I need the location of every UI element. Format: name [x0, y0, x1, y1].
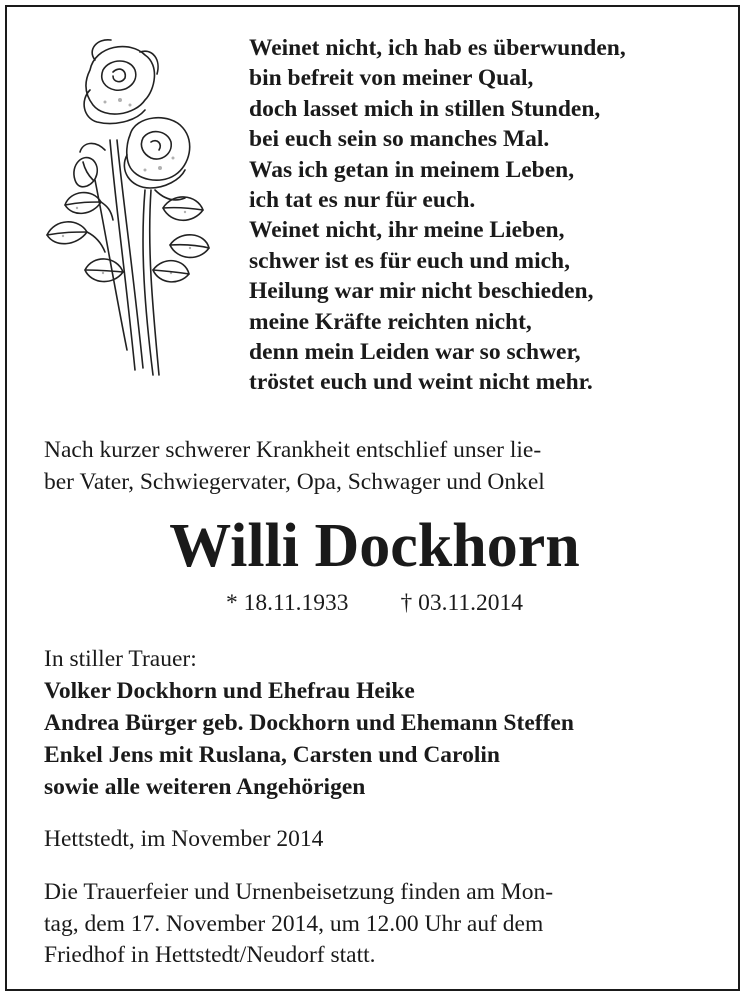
poem: [249, 33, 719, 398]
poem-line: bei euch sein so manches Mal.: [249, 126, 550, 153]
poem-line: Weinet nicht, ihr meine Lieben,: [249, 217, 565, 244]
mourners-heading: In stiller Trauer:: [44, 646, 197, 672]
mourner-name: Volker Dockhorn und Ehefrau Heike: [44, 678, 415, 704]
mourner-name: Enkel Jens mit Ruslana, Carsten und Carolin: [44, 742, 500, 768]
funeral-info: [44, 877, 709, 972]
death-date: † 03.11.2014: [400, 590, 524, 616]
intro-line: ber Vater, Schwiegervater, Opa, Schwager und Onkel: [44, 469, 545, 495]
poem-line: Was ich getan in meinem Leben,: [249, 156, 575, 183]
funeral-line: Friedhof in Hettstedt/Neudorf statt.: [44, 942, 376, 968]
mourners-section: [44, 643, 714, 803]
funeral-line: Die Trauerfeier und Urnenbeisetzung finden am Mon-: [44, 879, 554, 905]
funeral-line: tag, dem 17. November 2014, um 12.00 Uhr auf dem: [44, 910, 544, 937]
intro-line: Nach kurzer schwerer Krankheit entschlief unser lie-: [44, 437, 542, 463]
poem-line: Weinet nicht, ich hab es überwunden,: [249, 35, 626, 61]
rose-illustration-icon: [35, 30, 220, 390]
poem-line: doch lasset mich in stillen Stunden,: [249, 95, 601, 122]
poem-line: meine Kräfte reichten nicht,: [249, 308, 532, 335]
poem-line: tröstet euch und weint nicht mehr.: [249, 369, 593, 396]
life-dates: [0, 588, 749, 618]
poem-line: ich tat es nur für euch.: [249, 187, 476, 214]
birth-date: * 18.11.1933: [225, 590, 349, 616]
deceased-name: Willi Dockhorn: [169, 512, 580, 580]
poem-line: schwer ist es für euch und mich,: [249, 247, 570, 274]
mourner-name: sowie alle weiteren Angehörigen: [44, 774, 366, 800]
poem-line: denn mein Leiden war so schwer,: [249, 339, 581, 366]
poem-line: Heilung war mir nicht beschieden,: [249, 278, 594, 305]
intro-text: [44, 434, 709, 498]
poem-line: bin befreit von meiner Qual,: [249, 65, 534, 92]
mourner-name: Andrea Bürger geb. Dockhorn und Ehemann Steffen: [44, 710, 574, 736]
place-date: Hettstedt, im November 2014: [44, 826, 324, 852]
